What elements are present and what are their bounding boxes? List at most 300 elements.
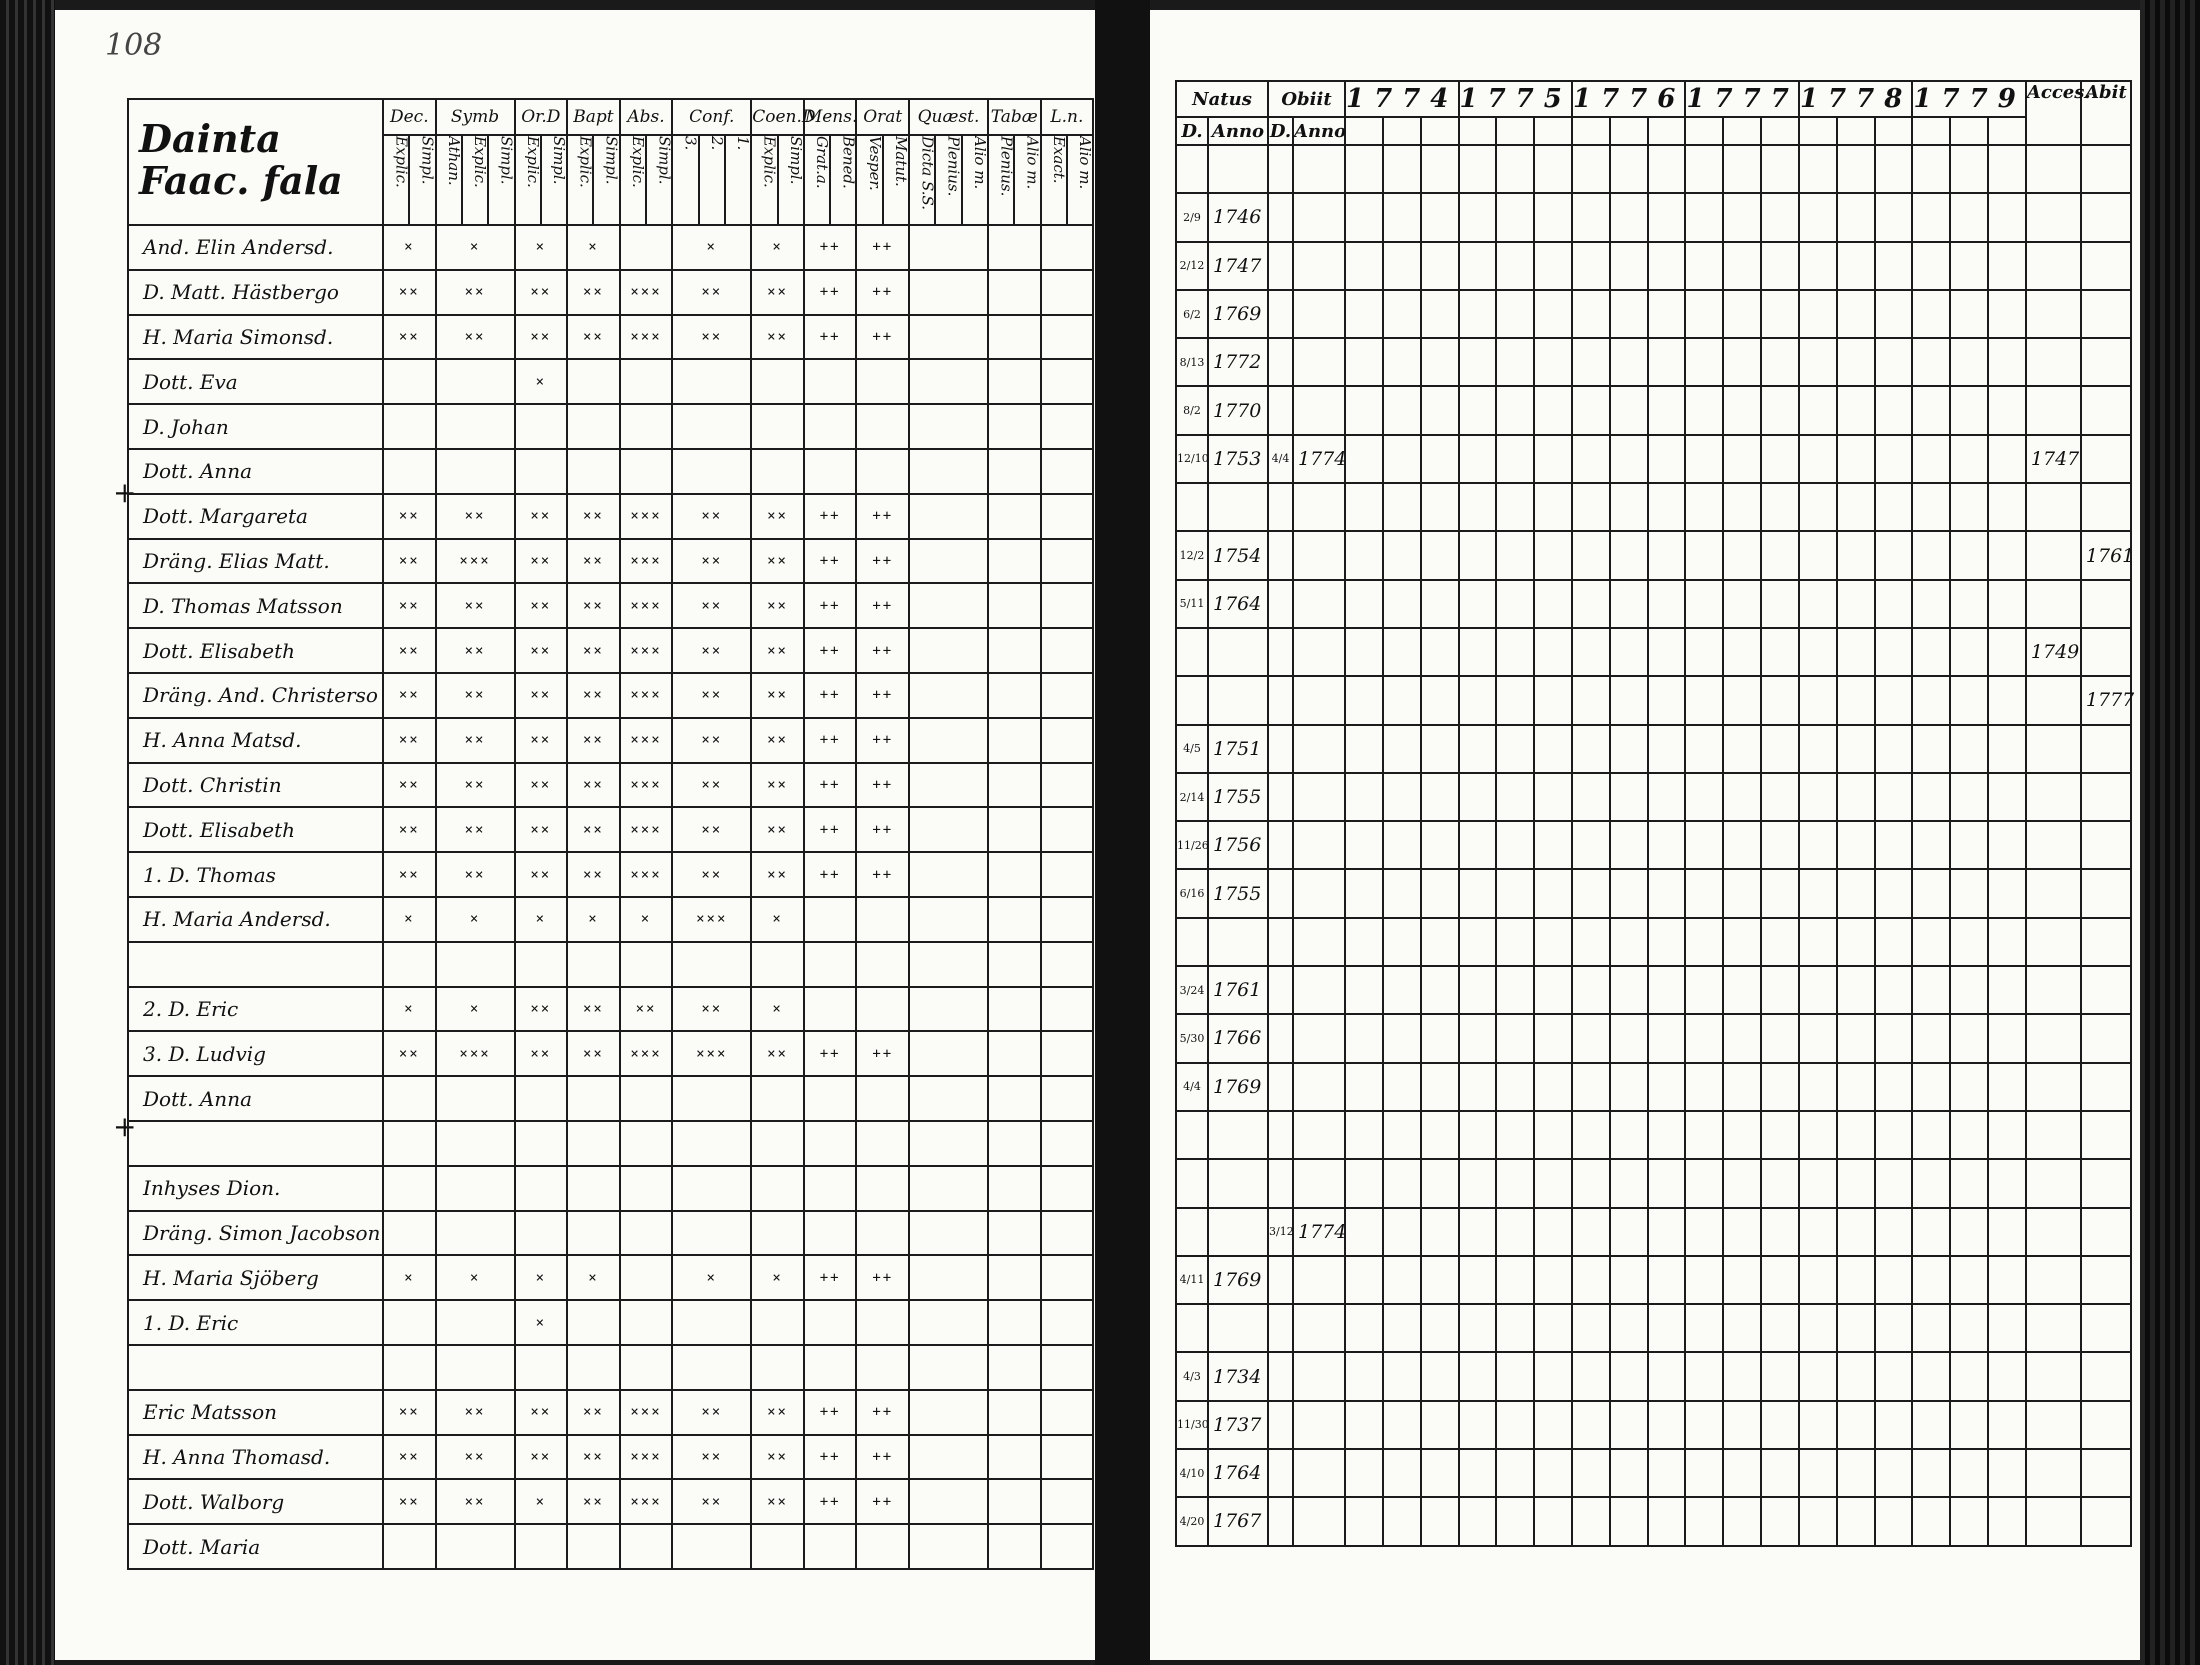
knowledge-mark: ××× [672, 897, 751, 942]
knowledge-mark: ++ [804, 807, 857, 852]
year-entry-cell [1496, 1352, 1534, 1400]
table-row [128, 987, 1093, 1032]
knowledge-mark: × [515, 1255, 568, 1300]
knowledge-mark: × [515, 359, 568, 404]
year-entry-cell [1723, 773, 1761, 821]
year-entry-cell [1459, 386, 1497, 434]
year-entry-cell [1534, 580, 1572, 628]
year-entry-cell [1685, 1063, 1723, 1111]
person-name: D. Thomas Matsson [128, 583, 383, 628]
knowledge-mark: ×× [383, 1390, 436, 1435]
year-entry-cell [1534, 869, 1572, 917]
year-entry-cell [1648, 628, 1686, 676]
year-entry-cell [1837, 145, 1875, 193]
person-name: 2. D. Eric [128, 987, 383, 1032]
year-entry-cell [1421, 676, 1459, 724]
year-entry-cell [1383, 242, 1421, 290]
year-entry-cell [1345, 1256, 1383, 1304]
year-entry-cell [1988, 1111, 2026, 1159]
year-entry-cell [1534, 1401, 1572, 1449]
knowledge-mark [672, 359, 751, 404]
knowledge-mark: ×× [751, 852, 804, 897]
knowledge-mark: ××× [620, 628, 673, 673]
column-header: Bapt [567, 99, 620, 135]
year-entry-cell [1988, 338, 2026, 386]
year-entry-cell [1761, 1063, 1799, 1111]
knowledge-mark [804, 449, 857, 494]
year-entry-cell [1988, 773, 2026, 821]
year-entry-cell [1799, 1208, 1837, 1256]
year-entry-cell [1875, 290, 1913, 338]
knowledge-mark: ×× [383, 270, 436, 315]
year-entry-cell [1761, 435, 1799, 483]
year-entry-cell [1950, 628, 1988, 676]
year-entry-cell [1534, 338, 1572, 386]
year-entry-cell [1875, 869, 1913, 917]
abiit-year [2081, 1401, 2131, 1449]
year-entry-cell [1534, 1208, 1572, 1256]
knowledge-mark [909, 1479, 988, 1524]
knowledge-mark: × [383, 1255, 436, 1300]
birth-day [1176, 1111, 1208, 1159]
year-entry-cell [1875, 1063, 1913, 1111]
abiit-year: 1761 [2081, 531, 2131, 579]
year-entry-cell [1496, 1497, 1534, 1545]
year-entry-cell [1837, 290, 1875, 338]
accessit-year [2026, 1304, 2081, 1352]
knowledge-mark [620, 1211, 673, 1256]
year-entry-cell [1496, 290, 1534, 338]
person-name: H. Maria Simonsd. [128, 315, 383, 360]
death-day [1268, 1449, 1293, 1497]
year-entry-cell [1345, 1159, 1383, 1207]
accessit-year [2026, 483, 2081, 531]
year-entry-cell [1534, 145, 1572, 193]
year-entry-cell [1383, 773, 1421, 821]
knowledge-mark [1041, 225, 1094, 270]
year-entry-cell [1837, 1111, 1875, 1159]
abiit-year [2081, 773, 2131, 821]
year-entry-cell [1459, 1304, 1497, 1352]
year-entry-cell [1534, 966, 1572, 1014]
year-entry-cell [1988, 966, 2026, 1014]
abiit-year [2081, 290, 2131, 338]
knowledge-mark [988, 1166, 1041, 1211]
death-day [1268, 531, 1293, 579]
knowledge-mark: × [515, 1479, 568, 1524]
year-entry-cell [1648, 1208, 1686, 1256]
year-entry-cell [1572, 1111, 1610, 1159]
year-entry-cell [1421, 773, 1459, 821]
year-entry-cell [1950, 483, 1988, 531]
knowledge-mark: ++ [856, 539, 909, 584]
knowledge-mark: ××× [620, 1031, 673, 1076]
knowledge-mark [1041, 673, 1094, 718]
year-entry-cell [1761, 966, 1799, 1014]
year-entry-cell [1459, 1256, 1497, 1304]
knowledge-mark: ××× [620, 673, 673, 718]
knowledge-mark: × [751, 225, 804, 270]
year-entry-cell [1383, 193, 1421, 241]
knowledge-mark: ++ [804, 225, 857, 270]
year-subcolumn [1950, 117, 1988, 145]
year-entry-cell [1723, 725, 1761, 773]
knowledge-mark: × [672, 225, 751, 270]
birth-year: 1753 [1208, 435, 1268, 483]
page-number: 108 [105, 28, 163, 63]
left-page [55, 10, 1095, 1660]
knowledge-mark: ×× [751, 315, 804, 360]
year-entry-cell [1572, 531, 1610, 579]
knowledge-mark [567, 1345, 620, 1390]
birth-year: 1772 [1208, 338, 1268, 386]
year-entry-cell [1799, 676, 1837, 724]
knowledge-mark: ×× [751, 494, 804, 539]
knowledge-mark: ×× [751, 673, 804, 718]
knowledge-mark: ×× [751, 1390, 804, 1435]
year-entry-cell [1875, 1449, 1913, 1497]
knowledge-mark [1041, 583, 1094, 628]
knowledge-mark [515, 942, 568, 987]
knowledge-mark: ×× [567, 539, 620, 584]
year-entry-cell [1799, 1159, 1837, 1207]
year-entry-cell [1496, 1063, 1534, 1111]
knowledge-mark [804, 942, 857, 987]
person-name: Dott. Margareta [128, 494, 383, 539]
knowledge-mark: ×× [672, 270, 751, 315]
death-day [1268, 193, 1293, 241]
year-entry-cell [1723, 966, 1761, 1014]
accessit-year [2026, 676, 2081, 724]
knowledge-mark [804, 1300, 857, 1345]
birth-year: 1734 [1208, 1352, 1268, 1400]
year-entry-cell [1648, 290, 1686, 338]
year-entry-cell [1421, 1304, 1459, 1352]
year-entry-cell [1459, 580, 1497, 628]
knowledge-mark: ×× [567, 1031, 620, 1076]
knowledge-mark: ×× [515, 539, 568, 584]
year-entry-cell [1496, 725, 1534, 773]
year-entry-cell [1421, 1449, 1459, 1497]
year-entry-cell [1572, 918, 1610, 966]
year-entry-cell [1912, 386, 1950, 434]
table-row [1176, 1449, 2131, 1497]
knowledge-mark: ×× [383, 718, 436, 763]
year-entry-cell [1875, 1014, 1913, 1062]
year-entry-cell [1950, 1449, 1988, 1497]
year-entry-cell [1421, 821, 1459, 869]
knowledge-mark: ×× [515, 807, 568, 852]
year-entry-cell [1912, 145, 1950, 193]
year-entry-cell [1912, 918, 1950, 966]
table-row [1176, 676, 2131, 724]
accessit-year [2026, 242, 2081, 290]
year-entry-cell [1345, 483, 1383, 531]
knowledge-mark [1041, 852, 1094, 897]
knowledge-mark [988, 718, 1041, 763]
year-entry-cell [1912, 483, 1950, 531]
year-entry-cell [1875, 1111, 1913, 1159]
year-entry-cell [1723, 1304, 1761, 1352]
column-subheader: Explic. [620, 135, 646, 225]
knowledge-mark [1041, 763, 1094, 808]
year-entry-cell [1572, 725, 1610, 773]
year-entry-cell [1345, 386, 1383, 434]
column-subheader: Matut. [883, 135, 909, 225]
year-entry-cell [1912, 531, 1950, 579]
birth-day: 8/13 [1176, 338, 1208, 386]
year-entry-cell [1723, 386, 1761, 434]
year-entry-cell [1950, 725, 1988, 773]
year-subcolumn [1875, 117, 1913, 145]
table-row [1176, 580, 2131, 628]
table-row [1176, 1497, 2131, 1545]
year-entry-cell [1723, 580, 1761, 628]
year-entry-cell [1875, 386, 1913, 434]
death-year [1293, 628, 1345, 676]
knowledge-mark: ×× [383, 539, 436, 584]
knowledge-mark: ×× [751, 1435, 804, 1480]
abiit-year [2081, 242, 2131, 290]
year-entry-cell [1761, 145, 1799, 193]
knowledge-mark [567, 1524, 620, 1569]
knowledge-mark: ×× [672, 673, 751, 718]
knowledge-mark [988, 987, 1041, 1032]
knowledge-mark: ××× [620, 1479, 673, 1524]
year-entry-cell [1534, 435, 1572, 483]
year-entry-cell [1837, 676, 1875, 724]
knowledge-mark: × [515, 1300, 568, 1345]
birth-year [1208, 1208, 1268, 1256]
knowledge-mark: ++ [804, 315, 857, 360]
death-day [1268, 145, 1293, 193]
year-entry-cell [1459, 338, 1497, 386]
death-year [1293, 290, 1345, 338]
knowledge-mark: ××× [620, 1435, 673, 1480]
death-day [1268, 483, 1293, 531]
person-name: H. Maria Sjöberg [128, 1255, 383, 1300]
year-entry-cell [1345, 145, 1383, 193]
death-year [1293, 242, 1345, 290]
year-entry-cell [1988, 580, 2026, 628]
year-entry-cell [1950, 1256, 1988, 1304]
year-entry-cell [1761, 1111, 1799, 1159]
year-entry-cell [1950, 145, 1988, 193]
year-entry-cell [1988, 676, 2026, 724]
knowledge-mark: ×× [751, 718, 804, 763]
year-entry-cell [1685, 483, 1723, 531]
year-entry-cell [1837, 1256, 1875, 1304]
year-entry-cell [1950, 966, 1988, 1014]
death-year [1293, 869, 1345, 917]
year-entry-cell [1572, 242, 1610, 290]
year-entry-cell [1496, 1256, 1534, 1304]
year-entry-cell [1383, 1304, 1421, 1352]
knowledge-mark [856, 1121, 909, 1166]
year-entry-cell [1610, 338, 1648, 386]
year-entry-cell [1459, 725, 1497, 773]
death-year [1293, 773, 1345, 821]
birth-day: 2/14 [1176, 773, 1208, 821]
year-entry-cell [1345, 1304, 1383, 1352]
knowledge-mark [515, 1166, 568, 1211]
knowledge-mark: × [515, 897, 568, 942]
birth-day: 2/9 [1176, 193, 1208, 241]
year-entry-cell [1875, 676, 1913, 724]
year-entry-cell [1799, 580, 1837, 628]
knowledge-mark: ×× [567, 718, 620, 763]
year-entry-cell [1648, 966, 1686, 1014]
year-entry-cell [1421, 145, 1459, 193]
knowledge-mark [383, 942, 436, 987]
knowledge-mark [436, 1076, 515, 1121]
table-row [1176, 290, 2131, 338]
year-entry-cell [1459, 1401, 1497, 1449]
year-entry-cell [1421, 1159, 1459, 1207]
knowledge-mark: × [567, 225, 620, 270]
year-entry-cell [1345, 1401, 1383, 1449]
knowledge-mark [620, 359, 673, 404]
year-entry-cell [1648, 483, 1686, 531]
knowledge-mark: × [567, 1255, 620, 1300]
knowledge-mark: ++ [804, 628, 857, 673]
death-year [1293, 193, 1345, 241]
year-entry-cell [1459, 1208, 1497, 1256]
table-row [1176, 1111, 2131, 1159]
year-entry-cell [1761, 290, 1799, 338]
year-entry-cell [1988, 1159, 2026, 1207]
year-entry-cell [1761, 242, 1799, 290]
year-entry-cell [1685, 1497, 1723, 1545]
knowledge-mark: × [751, 987, 804, 1032]
year-entry-cell [1421, 1111, 1459, 1159]
knowledge-mark [436, 942, 515, 987]
year-entry-cell [1459, 483, 1497, 531]
year-entry-cell [1988, 918, 2026, 966]
knowledge-mark: ×× [383, 494, 436, 539]
knowledge-mark [672, 1076, 751, 1121]
year-entry-cell [1723, 1401, 1761, 1449]
year-entry-cell [1837, 1497, 1875, 1545]
year-entry-cell [1761, 193, 1799, 241]
knowledge-mark: ++ [856, 270, 909, 315]
year-entry-cell [1685, 386, 1723, 434]
column-header: Tabæ [988, 99, 1041, 135]
year-entry-cell [1912, 1352, 1950, 1400]
year-entry-cell [1534, 242, 1572, 290]
year-entry-cell [1988, 1304, 2026, 1352]
year-entry-cell [1685, 531, 1723, 579]
death-year [1293, 1401, 1345, 1449]
year-entry-cell [1572, 1449, 1610, 1497]
abiit-year [2081, 483, 2131, 531]
knowledge-mark: ++ [856, 1255, 909, 1300]
abiit-year [2081, 1111, 2131, 1159]
knowledge-mark: ×× [383, 1479, 436, 1524]
year-entry-cell [1723, 1014, 1761, 1062]
knowledge-mark [804, 1166, 857, 1211]
knowledge-mark [988, 1255, 1041, 1300]
deceased-cross-icon: + [113, 476, 137, 509]
year-entry-cell [1875, 1159, 1913, 1207]
year-entry-cell [1496, 242, 1534, 290]
birth-year: 1764 [1208, 580, 1268, 628]
year-entry-cell [1572, 1497, 1610, 1545]
year-entry-cell [1950, 1014, 1988, 1062]
death-day [1268, 773, 1293, 821]
knowledge-mark: ×× [672, 763, 751, 808]
right-page [1150, 10, 2140, 1660]
column-subheader: Explic. [383, 135, 409, 225]
year-entry-cell [1496, 1014, 1534, 1062]
year-entry-cell [1610, 1497, 1648, 1545]
abiit-year [2081, 435, 2131, 483]
person-name: Dott. Anna [128, 449, 383, 494]
knowledge-mark: ++ [804, 1390, 857, 1435]
year-entry-cell [1837, 1304, 1875, 1352]
year-entry-cell [1345, 1497, 1383, 1545]
abiit-year [2081, 338, 2131, 386]
year-entry-cell [1875, 1352, 1913, 1400]
accessit-year [2026, 966, 2081, 1014]
year-entry-cell [1875, 580, 1913, 628]
year-header: 1777 [1685, 81, 1798, 117]
year-entry-cell [1799, 483, 1837, 531]
year-subcolumn [1648, 117, 1686, 145]
birth-day: 3/24 [1176, 966, 1208, 1014]
year-entry-cell [1496, 773, 1534, 821]
table-row [1176, 773, 2131, 821]
year-entry-cell [1610, 1401, 1648, 1449]
year-entry-cell [1383, 1497, 1421, 1545]
year-entry-cell [1610, 386, 1648, 434]
death-day [1268, 1159, 1293, 1207]
year-entry-cell [1950, 1401, 1988, 1449]
knowledge-mark: ××× [620, 1390, 673, 1435]
year-entry-cell [1685, 966, 1723, 1014]
knowledge-mark: ×× [567, 583, 620, 628]
year-entry-cell [1723, 531, 1761, 579]
year-entry-cell [1572, 145, 1610, 193]
birth-day [1176, 1208, 1208, 1256]
year-entry-cell [1345, 1063, 1383, 1111]
knowledge-mark [515, 1121, 568, 1166]
knowledge-mark: ×× [515, 628, 568, 673]
knowledge-mark: ××× [436, 539, 515, 584]
birth-day: 4/10 [1176, 1449, 1208, 1497]
year-entry-cell [1685, 338, 1723, 386]
death-day [1268, 1014, 1293, 1062]
knowledge-mark: ×× [672, 539, 751, 584]
knowledge-mark: ×× [672, 1390, 751, 1435]
year-entry-cell [1572, 773, 1610, 821]
column-subheader: Explic. [515, 135, 541, 225]
year-entry-cell [1912, 290, 1950, 338]
year-entry-cell [1761, 531, 1799, 579]
knowledge-mark [909, 628, 988, 673]
knowledge-mark [436, 1345, 515, 1390]
year-entry-cell [1799, 193, 1837, 241]
year-entry-cell [1685, 628, 1723, 676]
knowledge-mark [620, 1166, 673, 1211]
knowledge-mark: ++ [856, 1390, 909, 1435]
knowledge-mark [804, 404, 857, 449]
year-entry-cell [1837, 242, 1875, 290]
year-entry-cell [1723, 1063, 1761, 1111]
knowledge-mark [988, 1435, 1041, 1480]
knowledge-mark [909, 1345, 988, 1390]
year-entry-cell [1648, 821, 1686, 869]
